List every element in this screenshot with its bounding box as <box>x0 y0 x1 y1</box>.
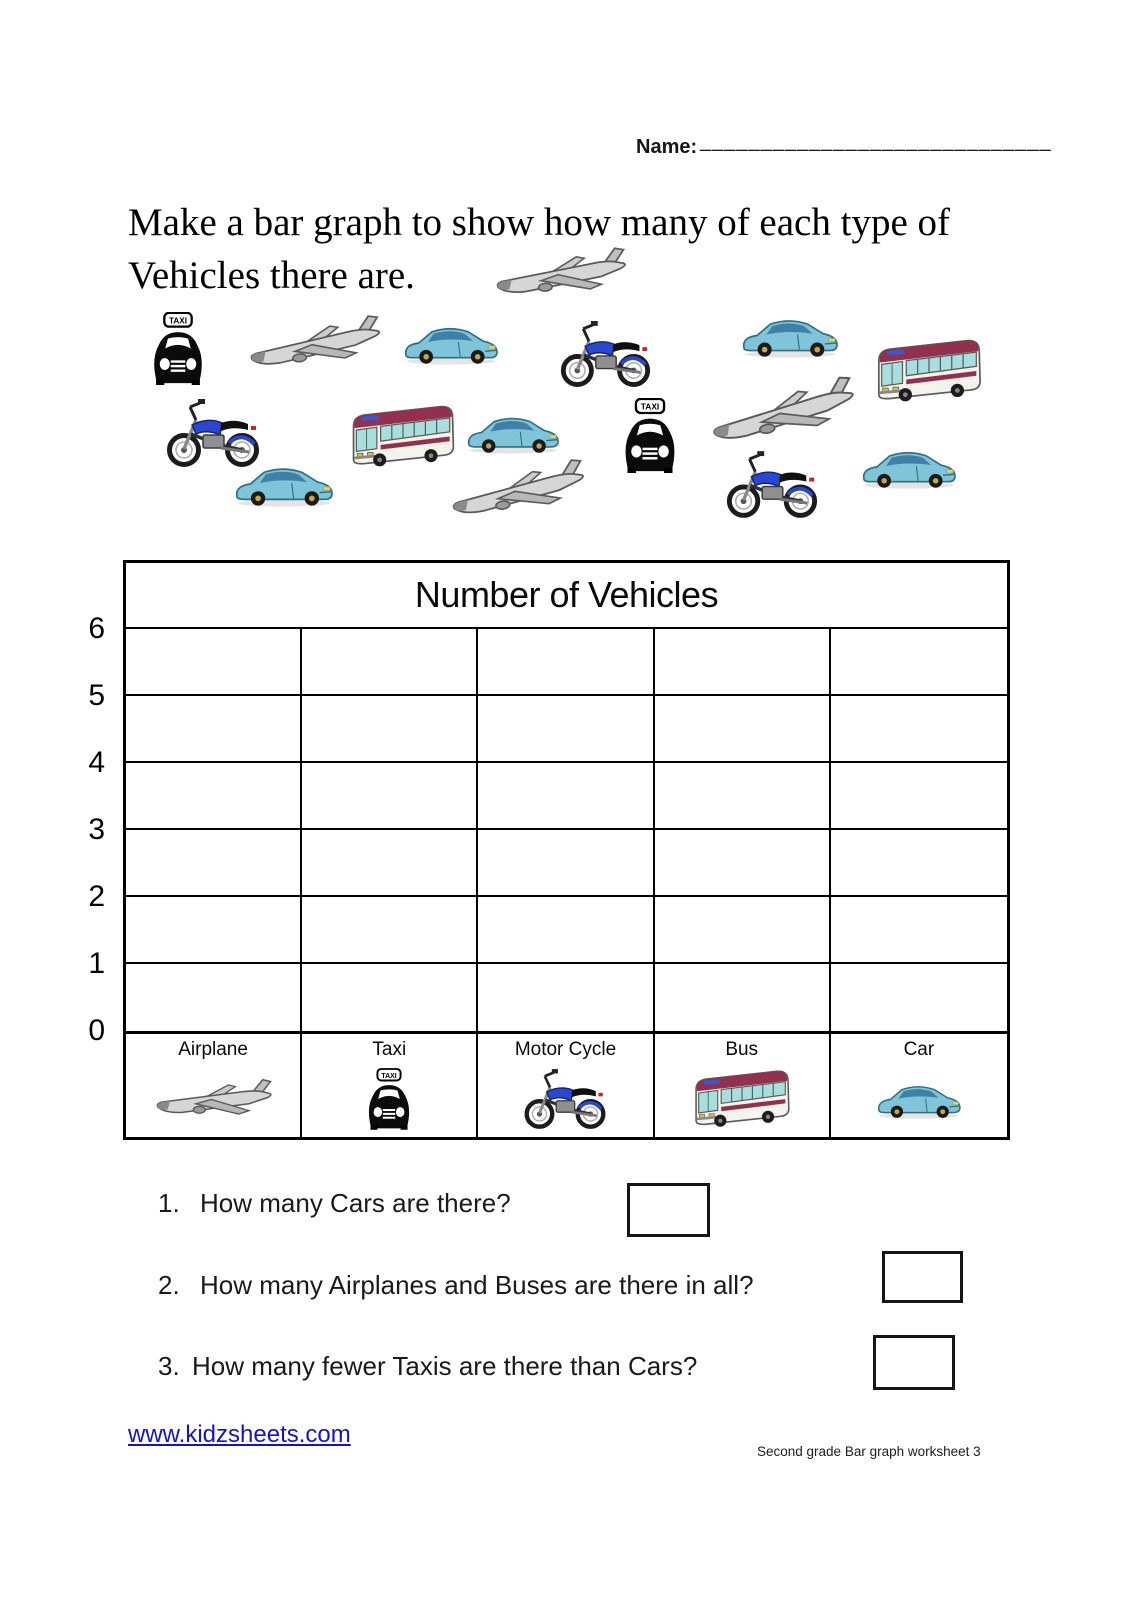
grid-cell[interactable] <box>655 629 831 696</box>
grid-cell[interactable] <box>655 763 831 830</box>
motorcycle-icon <box>163 398 263 468</box>
airplane-icon <box>153 1061 273 1137</box>
instructions-line-2: Vehicles there are. <box>128 254 415 297</box>
question-1 <box>158 1188 511 1219</box>
car-icon <box>400 320 502 366</box>
category-label-taxi: Taxi <box>372 1039 407 1060</box>
chart-title: Number of Vehicles <box>126 563 1007 629</box>
motorcycle-icon <box>557 320 654 388</box>
grid-cell[interactable] <box>302 763 478 830</box>
car-icon <box>874 1061 964 1137</box>
category-bus <box>655 1034 831 1137</box>
motorcycle-icon <box>723 450 821 519</box>
grid-cell[interactable] <box>302 964 478 1031</box>
y-tick-3: 3 <box>88 813 105 846</box>
chart-grid <box>126 629 1007 1031</box>
question-1-number: 1. <box>158 1188 180 1218</box>
taxi-icon <box>617 398 683 473</box>
grid-cell[interactable] <box>478 629 654 696</box>
grid-cell[interactable] <box>831 897 1007 964</box>
category-label-motorcycle: Motor Cycle <box>514 1039 617 1060</box>
category-car <box>831 1034 1007 1137</box>
grid-cell[interactable] <box>655 897 831 964</box>
car-icon <box>738 312 842 359</box>
airplane-icon <box>444 457 590 526</box>
answer-box-1[interactable] <box>627 1183 710 1237</box>
bus-icon <box>347 402 459 472</box>
y-tick-5: 5 <box>88 679 105 712</box>
airplane-icon <box>243 313 385 376</box>
category-label-bus: Bus <box>725 1039 759 1060</box>
grid-cell[interactable] <box>478 830 654 897</box>
grid-cell[interactable] <box>302 830 478 897</box>
motorcycle-icon <box>521 1061 609 1137</box>
name-label: Name: <box>636 136 698 158</box>
bar-graph <box>88 560 1010 1140</box>
chart-frame <box>123 560 1010 1140</box>
name-blank-line[interactable]: _____________________________ <box>700 130 1052 152</box>
instructions-text <box>128 196 950 302</box>
chart-category-row <box>126 1031 1007 1137</box>
grid-cell[interactable] <box>831 763 1007 830</box>
grid-cell[interactable] <box>126 964 302 1031</box>
car-icon <box>463 410 563 455</box>
grid-cell[interactable] <box>478 897 654 964</box>
grid-cell[interactable] <box>478 964 654 1031</box>
question-2 <box>158 1270 754 1301</box>
bus-icon <box>690 1061 794 1137</box>
question-3-number: 3. <box>158 1351 180 1381</box>
website-link[interactable]: www.kidzsheets.com <box>128 1421 351 1448</box>
grid-cell[interactable] <box>126 830 302 897</box>
y-tick-6: 6 <box>88 612 105 645</box>
category-taxi <box>302 1034 478 1137</box>
car-icon <box>858 444 960 490</box>
category-label-car: Car <box>903 1039 935 1060</box>
grid-cell[interactable] <box>126 629 302 696</box>
worksheet-label: Second grade Bar graph worksheet 3 <box>757 1444 981 1459</box>
answer-box-2[interactable] <box>882 1251 963 1303</box>
grid-cell[interactable] <box>655 696 831 763</box>
y-tick-4: 4 <box>88 746 105 779</box>
grid-cell[interactable] <box>655 964 831 1031</box>
grid-cell[interactable] <box>831 696 1007 763</box>
question-2-number: 2. <box>158 1270 180 1300</box>
question-1-text: How many Cars are there? <box>200 1188 511 1218</box>
grid-cell[interactable] <box>478 763 654 830</box>
category-motorcycle <box>478 1034 654 1137</box>
grid-cell[interactable] <box>831 830 1007 897</box>
answer-box-3[interactable] <box>873 1335 955 1390</box>
y-tick-1: 1 <box>88 947 105 980</box>
question-2-text: How many Airplanes and Buses are there in all? <box>200 1270 754 1300</box>
category-label-airplane: Airplane <box>178 1039 248 1060</box>
y-tick-2: 2 <box>88 880 105 913</box>
bus-icon <box>872 336 986 407</box>
question-3-text: How many fewer Taxis are there than Cars? <box>192 1351 698 1381</box>
y-tick-0: 0 <box>88 1014 105 1047</box>
grid-cell[interactable] <box>655 830 831 897</box>
taxi-icon <box>362 1061 416 1137</box>
grid-cell[interactable] <box>831 964 1007 1031</box>
grid-cell[interactable] <box>302 897 478 964</box>
grid-cell[interactable] <box>302 629 478 696</box>
airplane-icon <box>702 373 861 453</box>
grid-cell[interactable] <box>302 696 478 763</box>
grid-cell[interactable] <box>126 696 302 763</box>
category-airplane <box>126 1034 302 1137</box>
car-icon <box>231 460 337 508</box>
grid-cell[interactable] <box>126 897 302 964</box>
grid-cell[interactable] <box>126 763 302 830</box>
question-3 <box>158 1351 697 1382</box>
grid-cell[interactable] <box>831 629 1007 696</box>
grid-cell[interactable] <box>478 696 654 763</box>
instructions-line-1: Make a bar graph to show how many of each type of <box>128 201 950 244</box>
taxi-icon <box>146 312 210 385</box>
